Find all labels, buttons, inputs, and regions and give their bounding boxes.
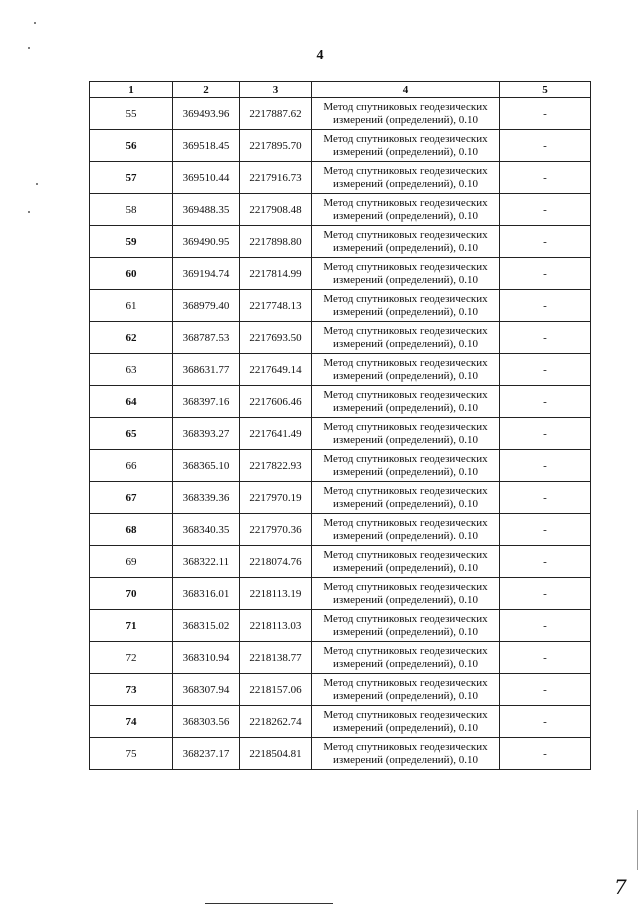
method-line-1: Метод спутниковых геодезических bbox=[323, 420, 488, 433]
method-cell bbox=[312, 354, 500, 386]
scan-speck bbox=[36, 183, 38, 185]
header-col-3: 3 bbox=[240, 82, 312, 98]
x-coordinate-cell: 368339.36 bbox=[173, 482, 240, 514]
x-coordinate-cell: 368303.56 bbox=[173, 706, 240, 738]
header-col-2: 2 bbox=[173, 82, 240, 98]
x-coordinate-cell: 369490.95 bbox=[173, 226, 240, 258]
y-coordinate-cell: 2217641.49 bbox=[240, 418, 312, 450]
method-cell bbox=[312, 482, 500, 514]
note-cell: - bbox=[500, 674, 591, 706]
method-line-1: Метод спутниковых геодезических bbox=[323, 132, 488, 145]
table-row bbox=[90, 354, 591, 386]
point-number-cell: 63 bbox=[90, 354, 173, 386]
y-coordinate-cell: 2218113.03 bbox=[240, 610, 312, 642]
table-row bbox=[90, 482, 591, 514]
method-cell bbox=[312, 642, 500, 674]
note-cell: - bbox=[500, 706, 591, 738]
method-line-1: Метод спутниковых геодезических bbox=[323, 516, 488, 529]
method-cell bbox=[312, 290, 500, 322]
bottom-rule bbox=[205, 903, 333, 904]
y-coordinate-cell: 2217606.46 bbox=[240, 386, 312, 418]
scan-edge-line bbox=[637, 810, 638, 870]
coordinates-table bbox=[89, 81, 591, 770]
table-row bbox=[90, 258, 591, 290]
method-line-2: измерений (определений), 0.10 bbox=[333, 465, 478, 478]
point-number-cell: 55 bbox=[90, 98, 173, 130]
table-row bbox=[90, 130, 591, 162]
table-row bbox=[90, 322, 591, 354]
note-cell: - bbox=[500, 322, 591, 354]
method-line-2: измерений (определений), 0.10 bbox=[333, 657, 478, 670]
point-number-cell: 71 bbox=[90, 610, 173, 642]
note-cell: - bbox=[500, 546, 591, 578]
note-cell: - bbox=[500, 258, 591, 290]
method-cell bbox=[312, 738, 500, 770]
method-line-2: измерений (определений), 0.10 bbox=[333, 593, 478, 606]
x-coordinate-cell: 368979.40 bbox=[173, 290, 240, 322]
method-line-1: Метод спутниковых геодезических bbox=[323, 324, 488, 337]
table-row bbox=[90, 610, 591, 642]
y-coordinate-cell: 2218157.06 bbox=[240, 674, 312, 706]
method-cell bbox=[312, 578, 500, 610]
method-cell bbox=[312, 386, 500, 418]
y-coordinate-cell: 2217814.99 bbox=[240, 258, 312, 290]
point-number-cell: 74 bbox=[90, 706, 173, 738]
method-line-1: Метод спутниковых геодезических bbox=[323, 580, 488, 593]
method-cell bbox=[312, 98, 500, 130]
method-line-1: Метод спутниковых геодезических bbox=[323, 676, 488, 689]
method-line-2: измерений (определений), 0.10 bbox=[333, 113, 478, 126]
note-cell: - bbox=[500, 450, 591, 482]
table-row bbox=[90, 706, 591, 738]
note-cell: - bbox=[500, 354, 591, 386]
method-line-2: измерений (определений), 0.10 bbox=[333, 401, 478, 414]
x-coordinate-cell: 369510.44 bbox=[173, 162, 240, 194]
note-cell: - bbox=[500, 290, 591, 322]
method-line-2: измерений (определений), 0.10 bbox=[333, 753, 478, 766]
point-number-cell: 68 bbox=[90, 514, 173, 546]
table-header-row bbox=[90, 82, 591, 98]
method-cell bbox=[312, 194, 500, 226]
method-cell bbox=[312, 546, 500, 578]
table-row bbox=[90, 738, 591, 770]
x-coordinate-cell: 368310.94 bbox=[173, 642, 240, 674]
method-line-1: Метод спутниковых геодезических bbox=[323, 228, 488, 241]
y-coordinate-cell: 2217649.14 bbox=[240, 354, 312, 386]
method-cell bbox=[312, 162, 500, 194]
x-coordinate-cell: 368397.16 bbox=[173, 386, 240, 418]
x-coordinate-cell: 368340.35 bbox=[173, 514, 240, 546]
method-line-1: Метод спутниковых геодезических bbox=[323, 612, 488, 625]
y-coordinate-cell: 2217908.48 bbox=[240, 194, 312, 226]
x-coordinate-cell: 368237.17 bbox=[173, 738, 240, 770]
note-cell: - bbox=[500, 578, 591, 610]
x-coordinate-cell: 368316.01 bbox=[173, 578, 240, 610]
point-number-cell: 57 bbox=[90, 162, 173, 194]
method-cell bbox=[312, 450, 500, 482]
table-row bbox=[90, 386, 591, 418]
point-number-cell: 72 bbox=[90, 642, 173, 674]
note-cell: - bbox=[500, 418, 591, 450]
table-row bbox=[90, 546, 591, 578]
note-cell: - bbox=[500, 642, 591, 674]
x-coordinate-cell: 368315.02 bbox=[173, 610, 240, 642]
note-cell: - bbox=[500, 130, 591, 162]
note-cell: - bbox=[500, 162, 591, 194]
note-cell: - bbox=[500, 514, 591, 546]
point-number-cell: 70 bbox=[90, 578, 173, 610]
x-coordinate-cell: 368393.27 bbox=[173, 418, 240, 450]
x-coordinate-cell: 369518.45 bbox=[173, 130, 240, 162]
point-number-cell: 56 bbox=[90, 130, 173, 162]
table-row bbox=[90, 578, 591, 610]
table-row bbox=[90, 450, 591, 482]
header-col-4: 4 bbox=[312, 82, 500, 98]
method-line-1: Метод спутниковых геодезических bbox=[323, 292, 488, 305]
method-cell bbox=[312, 130, 500, 162]
method-line-2: измерений (определений), 0.10 bbox=[333, 305, 478, 318]
method-line-2: измерений (определений). 0.10 bbox=[333, 529, 478, 542]
handwritten-page-mark: 7 bbox=[614, 875, 627, 899]
table-row bbox=[90, 674, 591, 706]
method-line-1: Метод спутниковых геодезических bbox=[323, 388, 488, 401]
method-line-1: Метод спутниковых геодезических bbox=[323, 484, 488, 497]
method-line-1: Метод спутниковых геодезических bbox=[323, 452, 488, 465]
method-line-2: измерений (определений), 0.10 bbox=[333, 241, 478, 254]
method-line-2: измерений (определений), 0.10 bbox=[333, 625, 478, 638]
point-number-cell: 64 bbox=[90, 386, 173, 418]
y-coordinate-cell: 2218113.19 bbox=[240, 578, 312, 610]
x-coordinate-cell: 368322.11 bbox=[173, 546, 240, 578]
y-coordinate-cell: 2217970.36 bbox=[240, 514, 312, 546]
table-row bbox=[90, 418, 591, 450]
method-cell bbox=[312, 226, 500, 258]
table-row bbox=[90, 642, 591, 674]
note-cell: - bbox=[500, 194, 591, 226]
header-col-5: 5 bbox=[500, 82, 591, 98]
point-number-cell: 69 bbox=[90, 546, 173, 578]
note-cell: - bbox=[500, 98, 591, 130]
table-row bbox=[90, 194, 591, 226]
method-line-2: измерений (определений), 0.10 bbox=[333, 145, 478, 158]
note-cell: - bbox=[500, 482, 591, 514]
y-coordinate-cell: 2218504.81 bbox=[240, 738, 312, 770]
page-number: 4 bbox=[316, 48, 324, 63]
point-number-cell: 58 bbox=[90, 194, 173, 226]
method-line-1: Метод спутниковых геодезических bbox=[323, 708, 488, 721]
point-number-cell: 62 bbox=[90, 322, 173, 354]
note-cell: - bbox=[500, 738, 591, 770]
method-line-1: Метод спутниковых геодезических bbox=[323, 740, 488, 753]
scan-speck bbox=[28, 47, 30, 49]
method-line-1: Метод спутниковых геодезических bbox=[323, 164, 488, 177]
method-line-2: измерений (определений), 0.10 bbox=[333, 369, 478, 382]
point-number-cell: 73 bbox=[90, 674, 173, 706]
method-line-1: Метод спутниковых геодезических bbox=[323, 356, 488, 369]
method-cell bbox=[312, 322, 500, 354]
point-number-cell: 65 bbox=[90, 418, 173, 450]
point-number-cell: 61 bbox=[90, 290, 173, 322]
x-coordinate-cell: 368631.77 bbox=[173, 354, 240, 386]
y-coordinate-cell: 2217898.80 bbox=[240, 226, 312, 258]
table-row bbox=[90, 290, 591, 322]
x-coordinate-cell: 368307.94 bbox=[173, 674, 240, 706]
method-line-2: измерений (определений), 0.10 bbox=[333, 273, 478, 286]
header-col-1: 1 bbox=[90, 82, 173, 98]
method-line-1: Метод спутниковых геодезических bbox=[323, 260, 488, 273]
method-cell bbox=[312, 610, 500, 642]
table-row bbox=[90, 162, 591, 194]
x-coordinate-cell: 369493.96 bbox=[173, 98, 240, 130]
method-line-2: измерений (определений), 0.10 bbox=[333, 497, 478, 510]
method-cell bbox=[312, 514, 500, 546]
method-line-1: Метод спутниковых геодезических bbox=[323, 548, 488, 561]
table-row bbox=[90, 226, 591, 258]
y-coordinate-cell: 2217748.13 bbox=[240, 290, 312, 322]
y-coordinate-cell: 2217916.73 bbox=[240, 162, 312, 194]
point-number-cell: 67 bbox=[90, 482, 173, 514]
method-line-2: измерений (определений), 0.10 bbox=[333, 433, 478, 446]
scan-speck bbox=[34, 22, 36, 24]
method-line-2: измерений (определений), 0.10 bbox=[333, 209, 478, 222]
y-coordinate-cell: 2218262.74 bbox=[240, 706, 312, 738]
method-line-1: Метод спутниковых геодезических bbox=[323, 100, 488, 113]
method-cell bbox=[312, 706, 500, 738]
x-coordinate-cell: 369488.35 bbox=[173, 194, 240, 226]
note-cell: - bbox=[500, 610, 591, 642]
y-coordinate-cell: 2217693.50 bbox=[240, 322, 312, 354]
point-number-cell: 59 bbox=[90, 226, 173, 258]
x-coordinate-cell: 369194.74 bbox=[173, 258, 240, 290]
x-coordinate-cell: 368365.10 bbox=[173, 450, 240, 482]
table-row bbox=[90, 514, 591, 546]
note-cell: - bbox=[500, 386, 591, 418]
note-cell: - bbox=[500, 226, 591, 258]
method-cell bbox=[312, 418, 500, 450]
table-row bbox=[90, 98, 591, 130]
method-line-1: Метод спутниковых геодезических bbox=[323, 644, 488, 657]
y-coordinate-cell: 2217895.70 bbox=[240, 130, 312, 162]
y-coordinate-cell: 2217887.62 bbox=[240, 98, 312, 130]
method-cell bbox=[312, 674, 500, 706]
point-number-cell: 66 bbox=[90, 450, 173, 482]
method-line-2: измерений (определений), 0.10 bbox=[333, 689, 478, 702]
point-number-cell: 60 bbox=[90, 258, 173, 290]
scan-speck bbox=[28, 211, 30, 213]
method-line-2: измерений (определений), 0.10 bbox=[333, 337, 478, 350]
y-coordinate-cell: 2218074.76 bbox=[240, 546, 312, 578]
y-coordinate-cell: 2218138.77 bbox=[240, 642, 312, 674]
y-coordinate-cell: 2217970.19 bbox=[240, 482, 312, 514]
method-line-2: измерений (определений), 0.10 bbox=[333, 721, 478, 734]
method-line-2: измерений (определений), 0.10 bbox=[333, 561, 478, 574]
point-number-cell: 75 bbox=[90, 738, 173, 770]
x-coordinate-cell: 368787.53 bbox=[173, 322, 240, 354]
method-cell bbox=[312, 258, 500, 290]
method-line-1: Метод спутниковых геодезических bbox=[323, 196, 488, 209]
method-line-2: измерений (определений), 0.10 bbox=[333, 177, 478, 190]
y-coordinate-cell: 2217822.93 bbox=[240, 450, 312, 482]
